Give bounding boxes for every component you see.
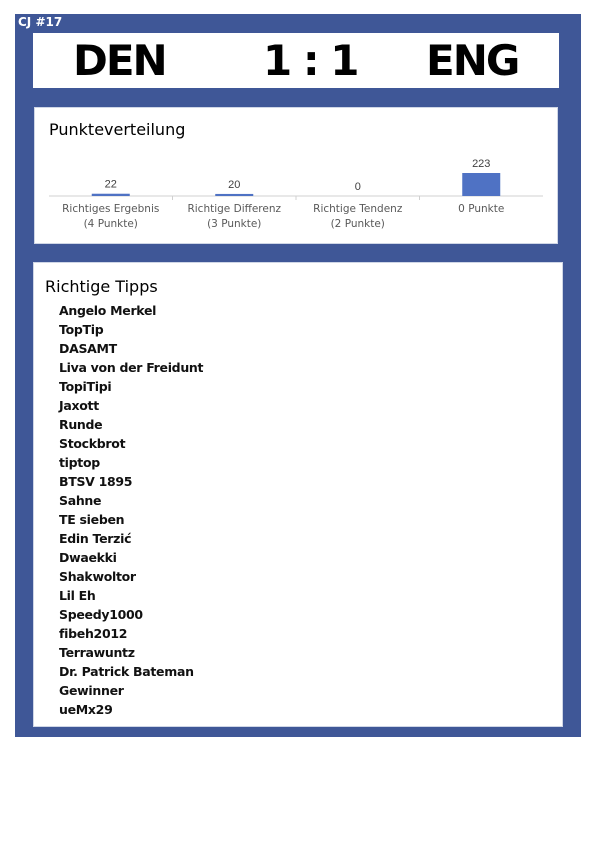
data-label: 0	[354, 181, 361, 193]
home-team: DEN	[73, 36, 166, 85]
tip-name: TE sieben	[59, 512, 125, 527]
tips-title: Richtige Tipps	[45, 277, 158, 296]
away-team: ENG	[426, 36, 519, 85]
bar	[92, 194, 130, 196]
tip-name: Dr. Patrick Bateman	[59, 664, 194, 679]
tip-name: Liva von der Freidunt	[59, 360, 204, 375]
tip-name: Dwaekki	[59, 550, 117, 565]
points-distribution-chart	[35, 108, 559, 245]
tip-name: Edin Terzić	[59, 531, 132, 546]
match-tag: CJ #17	[18, 15, 63, 29]
tip-name: DASAMT	[59, 341, 117, 356]
tip-name: Terrawuntz	[59, 645, 135, 660]
scoreboard	[33, 33, 559, 88]
category-label: (4 Punkte)	[83, 218, 138, 230]
tip-name: TopiTipi	[59, 379, 112, 394]
tip-name: Lil Eh	[59, 588, 96, 603]
category-label: Richtige Tendenz	[313, 203, 403, 215]
match-result: 1 : 1	[263, 36, 358, 85]
chart-title: Punkteverteilung	[49, 120, 186, 139]
card-frame	[15, 14, 581, 737]
tip-name: ueMx29	[59, 702, 113, 717]
points-distribution-panel	[34, 107, 558, 244]
tip-name: Gewinner	[59, 683, 124, 698]
tip-name: TopTip	[59, 322, 104, 337]
tip-name: Shakwoltor	[59, 569, 136, 584]
category-label: (2 Punkte)	[330, 218, 385, 230]
tip-name: fibeh2012	[59, 626, 128, 641]
tip-name: Runde	[59, 417, 103, 432]
tip-name: Angelo Merkel	[59, 303, 157, 318]
tip-name: Stockbrot	[59, 436, 126, 451]
tip-name: tiptop	[59, 455, 100, 470]
tips-list	[59, 301, 203, 719]
tip-name: Sahne	[59, 493, 102, 508]
bar	[215, 194, 253, 196]
category-label: Richtiges Ergebnis	[62, 203, 160, 215]
tip-name: BTSV 1895	[59, 474, 133, 489]
category-label: Richtige Differenz	[187, 203, 282, 215]
category-label: 0 Punkte	[458, 203, 505, 215]
data-label: 22	[104, 178, 117, 191]
data-label: 20	[228, 178, 241, 191]
bar	[462, 173, 500, 196]
tip-name: Jaxott	[59, 398, 99, 413]
tip-name: Speedy1000	[59, 607, 143, 622]
data-label: 223	[472, 158, 491, 170]
category-label: (3 Punkte)	[207, 218, 262, 230]
correct-tips-panel	[33, 262, 563, 727]
